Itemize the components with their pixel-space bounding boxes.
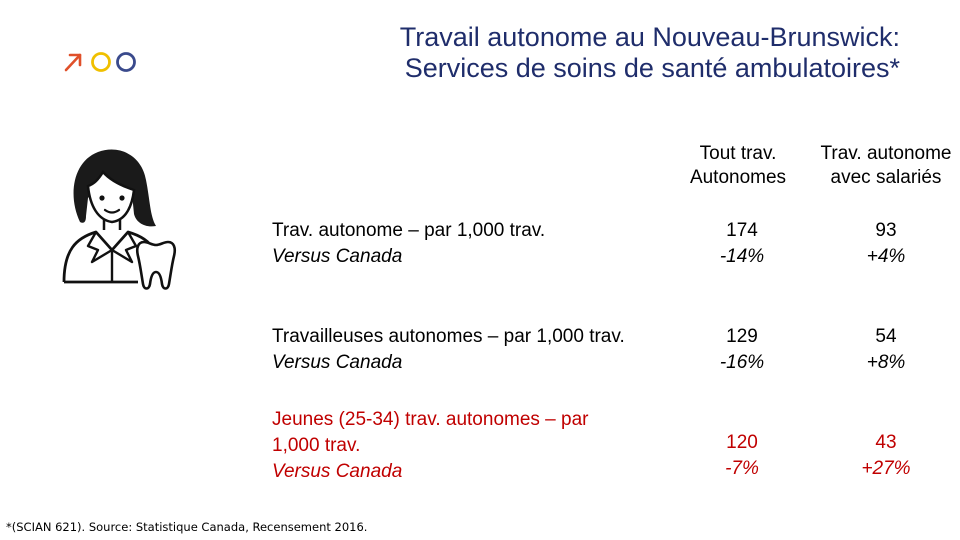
row-3-col-1-cell bbox=[682, 430, 802, 482]
dentist-with-tooth-icon bbox=[58, 142, 180, 292]
row-1-col-2-value: 93 bbox=[875, 220, 897, 241]
title-line-2: Services de soins de santé ambulatoires* bbox=[404, 53, 900, 83]
row-3-col-2-cell bbox=[826, 430, 946, 482]
arrow-icon bbox=[66, 55, 80, 70]
row-1-col-1-value: 174 bbox=[726, 220, 758, 241]
row-2-versus: Versus Canada bbox=[272, 352, 403, 373]
title-line-1: Travail autonome au Nouveau-Brunswick: bbox=[399, 22, 900, 52]
row-1-versus: Versus Canada bbox=[272, 246, 403, 267]
logo-icon bbox=[62, 50, 140, 74]
row-2-col-1-cell bbox=[682, 324, 802, 376]
column-header-1-line-2: Autonomes bbox=[689, 167, 787, 188]
row-2-col-1-pct: -16% bbox=[719, 352, 765, 373]
footnote: *(SCIAN 621). Source: Statistique Canada, Recensement 2016. bbox=[6, 520, 368, 534]
row-3-col-2-value: 43 bbox=[875, 432, 897, 453]
row-3-col-1-pct: -7% bbox=[725, 458, 759, 479]
column-header-avec-salaries bbox=[806, 142, 960, 190]
row-2-col-2-cell bbox=[826, 324, 946, 376]
row-1-col-1-cell bbox=[682, 218, 802, 270]
row-3-col-2-pct: +27% bbox=[861, 458, 911, 479]
row-1-label: Trav. autonome – par 1,000 trav. bbox=[272, 220, 546, 241]
row-label-trav-autonome bbox=[272, 218, 682, 270]
column-header-2-line-1: Trav. autonome bbox=[820, 143, 952, 164]
page-title bbox=[300, 22, 900, 84]
row-3-label-line-2: 1,000 trav. bbox=[272, 435, 361, 456]
row-2-col-2-pct: +8% bbox=[866, 352, 906, 373]
row-2-label: Travailleuses autonomes – par 1,000 trav. bbox=[272, 326, 625, 347]
row-3-label-line-1: Jeunes (25-34) trav. autonomes – par bbox=[272, 409, 589, 430]
row-label-jeunes bbox=[272, 407, 682, 485]
yellow-circle-icon bbox=[93, 54, 110, 71]
row-2-col-1-value: 129 bbox=[726, 326, 758, 347]
row-2-col-2-value: 54 bbox=[875, 326, 897, 347]
row-3-versus: Versus Canada bbox=[272, 461, 403, 482]
row-1-col-2-pct: +4% bbox=[866, 246, 906, 267]
column-header-1-line-1: Tout trav. bbox=[699, 143, 777, 164]
row-label-travailleuses bbox=[272, 324, 682, 376]
column-header-tout-trav bbox=[672, 142, 804, 190]
row-1-col-2-cell bbox=[826, 218, 946, 270]
row-3-col-1-value: 120 bbox=[726, 432, 758, 453]
navy-circle-icon bbox=[118, 54, 135, 71]
row-1-col-1-pct: -14% bbox=[719, 246, 765, 267]
column-header-2-line-2: avec salariés bbox=[830, 167, 942, 188]
